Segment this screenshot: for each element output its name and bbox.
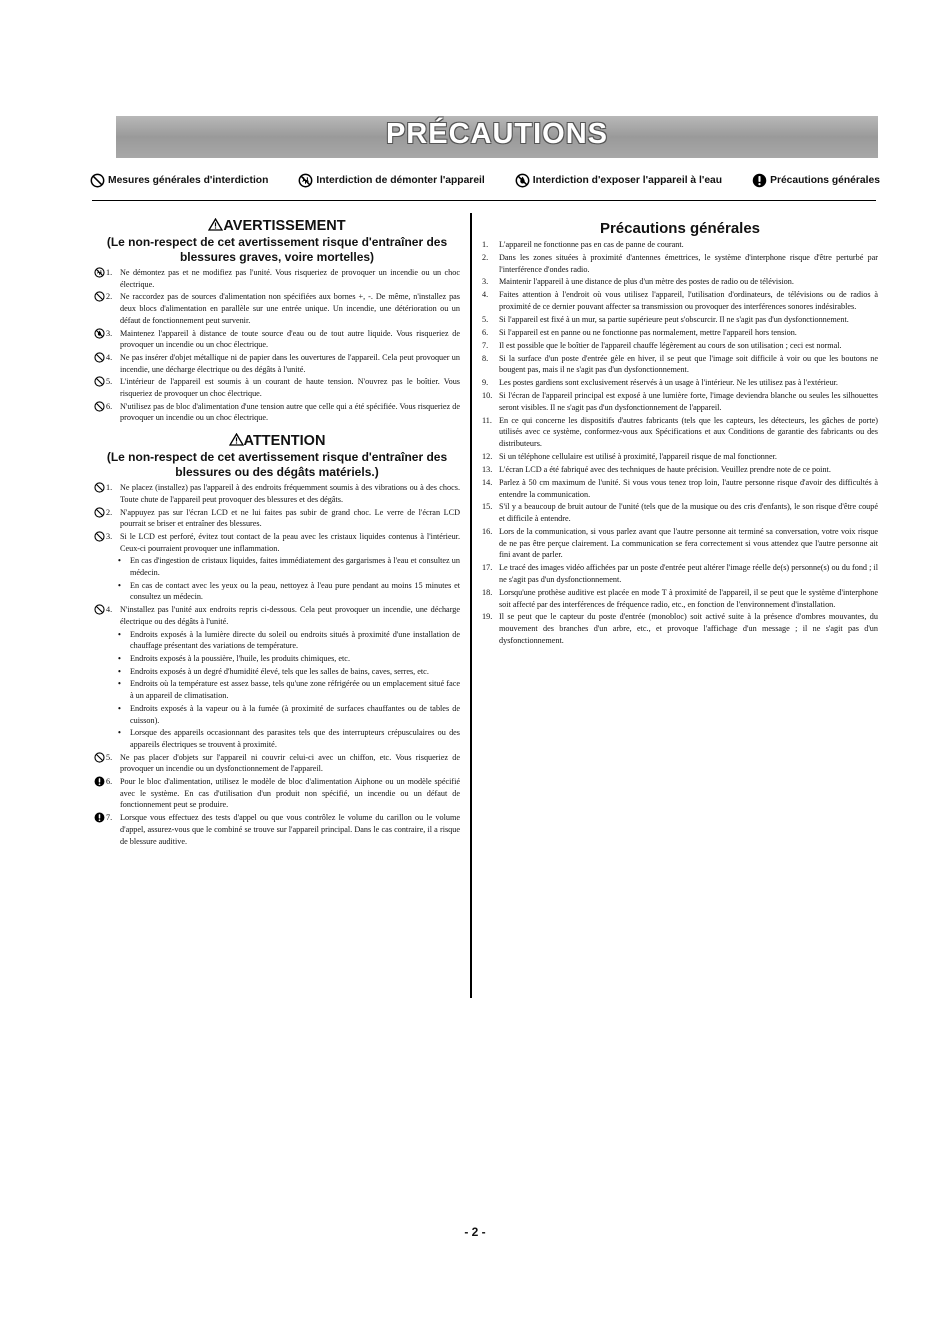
item-text: Si le LCD est perforé, évitez tout contact de la peau avec les cristaux liquides contenus à l'intérieur. Ceux-ci pourraient provoquer une inflammation. [120, 531, 460, 553]
item-text: Maintenez l'appareil à distance de toute source d'eau ou de tout autre liquide. Vous risqueriez de provoquer un incendie ou un choc électrique. [120, 328, 460, 350]
prohibition-icon [94, 291, 105, 302]
prohibition-icon [94, 352, 105, 363]
attention-list [94, 482, 460, 847]
header-rule [92, 200, 876, 201]
bullet-dot: • [118, 728, 121, 738]
warning-item [94, 291, 460, 326]
icon-legend [90, 173, 880, 188]
page-number: - 2 - [464, 1225, 486, 1239]
item-marker [94, 776, 120, 811]
item-number: 1. [106, 268, 113, 277]
page-title: PRÉCAUTIONS [385, 118, 609, 150]
item-text: Dans les zones situées à proximité d'antennes émettrices, le système d'interphone risque d'être perturbé par l'interférence d'ondes radio. [499, 252, 878, 274]
sub-item [118, 678, 460, 701]
sub-item [118, 580, 460, 603]
item-text: Parlez à 50 cm maximum de l'unité. Si vous vous tenez trop loin, l'autre personne risque d'avoir des difficultés à entendre la communication. [499, 477, 878, 499]
item-text: S'il y a beaucoup de bruit autour de l'unité (tels que de la musique ou des cris d'enfants), le son risque d'être coupé et difficile à entendre. [499, 502, 878, 524]
warning-title [94, 218, 460, 235]
item-number: 2. [106, 292, 113, 302]
sub-item-text: En cas de contact avec les yeux ou la peau, nettoyez à l'eau pure pendant au moins 15 minutes et consultez un médecin. [130, 580, 460, 602]
item-text: Pour le bloc d'alimentation, utilisez le modèle de bloc d'alimentation Aiphone ou un modèle spécifié avec le système. En cas d'utilisation d'un produit non spécifié, un incendie ou un défaut de fonctionnement peut se produire. [120, 777, 460, 810]
item-marker [94, 482, 120, 505]
prohibition-icon [94, 401, 105, 412]
general-item [482, 239, 878, 251]
left-column [94, 218, 460, 848]
item-number: 8. [482, 353, 489, 363]
attention-item [94, 776, 460, 811]
item-number: 10. [482, 391, 493, 401]
warning-triangle-icon [208, 218, 223, 231]
item-text: Ne raccordez pas de sources d'alimentation non spécifiées aux bornes +, -. De même, n'installez pas deux blocs d'alimentation en parallèle sur une entrée unique. Un incendie, une détérioration ou un défaut de fonctionnement peut survenir. [120, 292, 460, 325]
prohibition-icon [94, 531, 105, 542]
no-water-icon [94, 328, 105, 339]
item-text: Si la surface d'un poste d'entrée gèle en hiver, il se peut que l'image soit difficile à voir ou que les boutons ne bougent pas, mais il ne s'agit pas d'un dysfonctionnement. [499, 353, 878, 375]
legend-item [298, 173, 484, 188]
no-disassembly-icon [298, 173, 313, 188]
column-divider [470, 213, 472, 998]
legend-label: Interdiction d'exposer l'appareil à l'eau [532, 175, 723, 186]
item-marker [94, 291, 120, 326]
item-marker [94, 752, 120, 775]
general-item [482, 611, 878, 646]
general-item [482, 327, 878, 339]
item-number: 7. [482, 340, 489, 350]
legend-label: Mesures générales d'interdiction [108, 175, 269, 186]
item-number: 4. [482, 290, 489, 300]
item-number: 19. [482, 612, 493, 622]
warning-list [94, 267, 460, 424]
general-item [482, 415, 878, 450]
general-item [482, 377, 878, 389]
attention-title [94, 433, 460, 450]
sub-item [118, 666, 460, 678]
sub-item [118, 653, 460, 665]
item-text: Ne pas insérer d'objet métallique ni de papier dans les ouvertures de l'appareil. Cela peut provoquer un incendie, une décharge électrique ou des dégâts à l'unité. [120, 352, 460, 374]
general-item [482, 587, 878, 610]
sub-item [118, 727, 460, 750]
item-marker [94, 376, 120, 399]
item-text: L'appareil ne fonctionne pas en cas de panne de courant. [499, 240, 684, 249]
prohibition-icon [94, 376, 105, 387]
general-title: Précautions générales [599, 220, 761, 237]
warning-item [94, 267, 460, 290]
item-number: 6. [106, 777, 113, 787]
item-marker [94, 352, 120, 375]
item-number: 18. [482, 587, 493, 597]
bullet-dot: • [118, 653, 121, 663]
prohibition-icon [94, 604, 105, 615]
item-number: 1. [482, 240, 489, 249]
item-text: Faites attention à l'endroit où vous utilisez l'appareil, l'utilisation d'ordinateurs, de télévisions ou de radios à proximité de ce dernier pouvant affecter sa transmission ou provoquer des interférences sonores indésirables. [499, 290, 878, 312]
item-number: 14. [482, 477, 493, 487]
item-number: 17. [482, 563, 493, 573]
item-text: Ne pas placer d'objets sur l'appareil ni couvrir celui-ci avec un chiffon, etc. Vous risqueriez de provoquer un incendie ou un dysfonctionnement de l'appareil. [120, 752, 460, 774]
bullet-dot: • [118, 556, 121, 566]
attention-title-text: ATTENTION [243, 433, 326, 450]
general-item [482, 562, 878, 585]
general-list [482, 239, 878, 647]
bullet-dot: • [118, 629, 121, 639]
item-number: 5. [482, 314, 489, 324]
general-precaution-icon [752, 173, 767, 188]
item-number: 3. [106, 328, 113, 338]
item-text: Lors de la communication, si vous parlez avant que l'autre personne ait terminé sa conversation, votre voix risque de ne pas être perçue clairement. La communication se fera correctement si vous attendez que l'autre personne ait fini avant de parler. [499, 526, 878, 560]
warning-title-text: AVERTISSEMENT [223, 218, 346, 234]
item-text: Ne placez (installez) pas l'appareil à des endroits fréquemment soumis à des vibrations ou à des chocs. Toute chute de l'appareil peut provoquer des blessures et des dégâts. [120, 483, 460, 504]
item-marker [94, 812, 120, 847]
item-marker [94, 531, 120, 554]
item-number: 4. [106, 352, 113, 362]
general-item [482, 526, 878, 561]
sub-item [118, 629, 460, 652]
no-disassembly-icon [94, 267, 105, 278]
prohibition-icon [94, 482, 105, 493]
warning-item [94, 401, 460, 424]
bullet-dot: • [118, 679, 121, 689]
general-precaution-icon [94, 812, 105, 823]
attention-item [94, 482, 460, 505]
warning-item [94, 328, 460, 351]
general-item [482, 314, 878, 326]
item-number: 1. [106, 483, 113, 493]
item-text: Maintenir l'appareil à une distance de plus d'un mètre des postes de radio ou de télévision. [499, 277, 794, 287]
legend-item [515, 173, 722, 188]
item-marker [94, 401, 120, 424]
bullet-dot: • [118, 703, 121, 713]
item-text: Le tracé des images vidéo affichées par un poste d'entrée peut altérer l'image réelle de(s) personne(s) ou du fond ; il ne s'agit pas d'un dysfonctionnement. [499, 563, 878, 584]
item-text: L'intérieur de l'appareil est soumis à un courant de haute tension. N'ouvrez pas le boîtier. Vous risqueriez de provoquer un choc électrique. [120, 377, 460, 399]
item-number: 6. [482, 327, 489, 337]
general-item [482, 451, 878, 463]
item-number: 2. [106, 507, 113, 517]
item-text: Il se peut que le capteur du poste d'entrée (monobloc) soit activé suite à la présence d'ombres mouvantes, du mouvement des branches d'un arbre, etc., et provoque l'affichage d'un message ; il ne s'agit pas d'un dysfonctionnement. [499, 612, 878, 645]
no-water-icon [515, 173, 530, 188]
title-banner [116, 116, 878, 158]
item-marker [94, 328, 120, 351]
sub-item-text: Endroits où la température est assez basse, tels qu'une zone réfrigérée ou un emplacement situé face à un appareil de climatisation. [130, 679, 460, 701]
attention-item [94, 531, 460, 554]
item-number: 3. [482, 277, 489, 287]
item-marker [94, 507, 120, 530]
sub-item-text: Endroits exposés à un degré d'humidité élevé, tels que les salles de bains, caves, serres, etc. [130, 666, 429, 676]
legend-label: Précautions générales [770, 175, 880, 186]
prohibition-icon [94, 507, 105, 518]
item-text: Si l'écran de l'appareil principal est exposé à une lumière forte, l'image deviendra blanche ou seules les silhouettes seront visibles. Il ne s'agit pas d'un dysfonctionnement de l'appareil. [499, 391, 878, 412]
item-marker [94, 604, 120, 627]
legend-item [90, 173, 268, 188]
item-text: Lorsqu'une prothèse auditive est placée en mode T à proximité de l'appareil, il se peut que le système d'interphone soit affecté par des interférences de fréquence radio, etc., en fonction de l'environnement d'installation. [499, 587, 878, 609]
general-item [482, 252, 878, 275]
attention-item [94, 812, 460, 847]
item-marker [94, 267, 120, 290]
general-item [482, 501, 878, 524]
general-item [482, 390, 878, 413]
item-text: Ne démontez pas et ne modifiez pas l'unité. Vous risqueriez de provoquer un incendie ou un choc électrique. [120, 268, 460, 289]
sub-item-text: En cas d'ingestion de cristaux liquides, faites immédiatement des gargarismes à l'eau et consultez un médecin. [130, 556, 460, 578]
general-item [482, 477, 878, 500]
attention-subtitle: (Le non-respect de cet avertissement risque d'entraîner des blessures ou des dégâts matériels.) [106, 450, 448, 479]
item-number: 9. [482, 378, 489, 388]
item-text: N'installez pas l'unité aux endroits repris ci-dessous. Cela peut provoquer un incendie, une décharge électrique ou des dégâts à l'unité. [120, 605, 460, 626]
item-number: 7. [106, 813, 113, 823]
item-number: 3. [106, 531, 113, 541]
item-number: 12. [482, 452, 493, 462]
item-text: L'écran LCD a été fabriqué avec des techniques de haute précision. Veuillez prendre note de ce point. [499, 464, 831, 474]
legend-label: Interdiction de démonter l'appareil [316, 175, 485, 186]
prohibition-icon [90, 173, 105, 188]
sub-item [118, 555, 460, 578]
item-number: 15. [482, 502, 493, 512]
item-text: Lorsque vous effectuez des tests d'appel ou que vous contrôlez le volume du carillon ou le volume d'appel, assurez-vous que le combiné se trouve sur l'appareil principal. Dans le cas contraire, il a risque de blessure auditive. [120, 813, 460, 846]
warning-subtitle: (Le non-respect de cet avertissement risque d'entraîner des blessures graves, voire mortelles) [106, 235, 448, 264]
sub-item-text: Endroits exposés à la poussière, l'huile, les produits chimiques, etc. [130, 653, 350, 663]
right-column [482, 218, 878, 648]
warning-item [94, 376, 460, 399]
general-item [482, 289, 878, 312]
item-number: 5. [106, 377, 113, 387]
item-text: Les postes gardiens sont exclusivement réservés à un usage à l'intérieur. Ne les utilisez pas à l'extérieur. [499, 378, 838, 388]
prohibition-icon [94, 752, 105, 763]
item-number: 5. [106, 752, 113, 762]
general-precaution-icon [94, 776, 105, 787]
attention-item [94, 604, 460, 627]
attention-item [94, 752, 460, 775]
bullet-dot: • [118, 580, 121, 590]
attention-item [94, 507, 460, 530]
item-number: 6. [106, 401, 113, 411]
general-item [482, 464, 878, 476]
item-text: En ce qui concerne les dispositifs d'autres fabricants (tels que les capteurs, les détecteurs, les gâches de porte) utilisés avec ce système, conformez-vous aux Spécifications et aux Conditions de garantie des fabricants ou des distributeurs. [499, 415, 878, 449]
warning-triangle-icon [229, 433, 244, 446]
item-number: 16. [482, 526, 493, 536]
item-number: 13. [482, 464, 493, 474]
general-item [482, 276, 878, 288]
item-number: 2. [482, 252, 489, 262]
warning-item [94, 352, 460, 375]
bullet-dot: • [118, 666, 121, 676]
legend-item [752, 173, 880, 188]
sub-item-text: Endroits exposés à la vapeur ou à la fumée (à proximité de surfaces chauffantes ou de tables de cuisson). [130, 703, 460, 725]
item-text: Si un téléphone cellulaire est utilisé à proximité, l'appareil risque de mal fonctionner. [499, 452, 777, 462]
item-number: 4. [106, 605, 113, 615]
item-text: Il est possible que le boîtier de l'appareil chauffe légèrement au cours de son utilisation ; ceci est normal. [499, 340, 842, 350]
item-text: Si l'appareil est fixé à un mur, sa partie supérieure peut s'obscurcir. Il ne s'agit pas d'un dysfonctionnement. [499, 314, 849, 324]
general-item [482, 340, 878, 352]
sub-item [118, 703, 460, 726]
general-item [482, 353, 878, 376]
item-number: 11. [482, 415, 492, 425]
item-text: N'utilisez pas de bloc d'alimentation d'une tension autre que celle qui a été spécifiée. Vous risqueriez de provoquer un incendie ou un choc électrique. [120, 401, 460, 423]
sub-item-text: Endroits exposés à la lumière directe du soleil ou endroits situés à proximité d'une installation de chauffage présentant des variations de température. [130, 629, 460, 651]
item-text: Si l'appareil est en panne ou ne fonctionne pas normalement, mettre l'appareil hors tension. [499, 327, 797, 337]
item-text: N'appuyez pas sur l'écran LCD et ne lui faites pas subir de grand choc. Le verre de l'écran LCD pourrait se briser et entraîner des blessures. [120, 507, 460, 529]
sub-item-text: Lorsque des appareils occasionnant des parasites tels que des interrupteurs crépusculaires ou des appareils électriques se trouvent à proximité. [130, 728, 460, 749]
